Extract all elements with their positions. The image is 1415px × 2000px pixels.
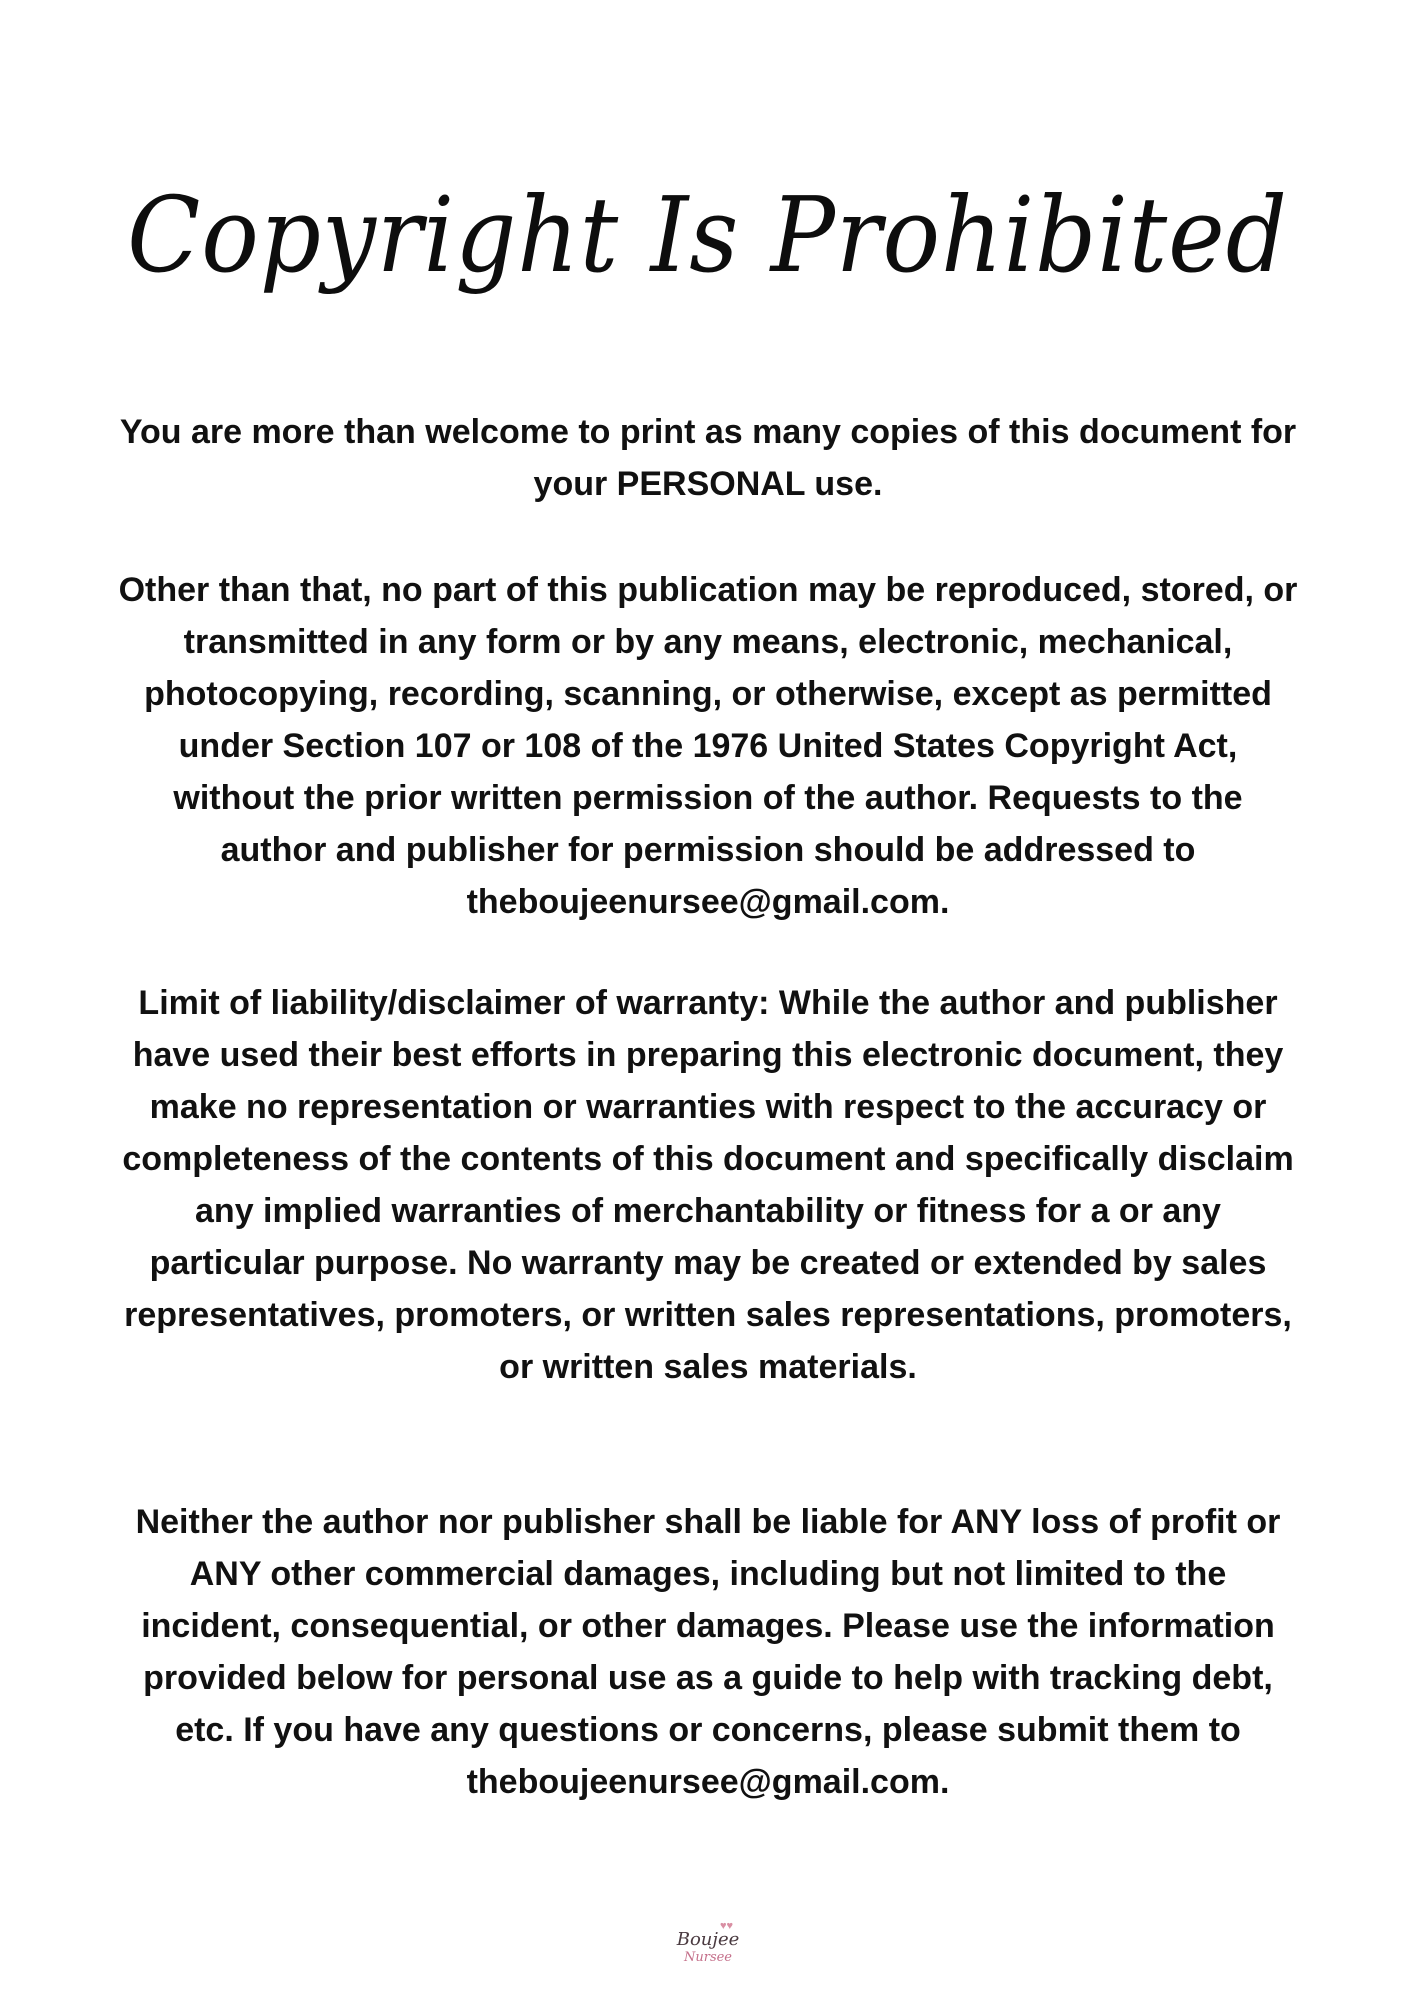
liability-disclaimer-paragraph: Limit of liability/disclaimer of warranty: While the author and publisher have used their best efforts in preparing this electronic document, they make no representation or warranties with respect to the accuracy or completeness of the contents of this document and specifically disclaim any implied warranties of merchantability or fitness for a or any particular purpose. No warranty may be created or extended by sales representatives, promoters, or written sales representations, promoters, or written sales materials. (122, 984, 1294, 1386)
logo-text-bottom: Nursee (683, 1950, 733, 1965)
damages-disclaimer-paragraph: Neither the author nor publisher shall be liable for ANY loss of profit or ANY other commercial damages, including but not limited to the incident, consequential, or other damages. Please use the information provided below for personal use as a guide to help with tracking debt, etc. If you have any questions or concerns, please submit them to theboujeenursee@gmail.com. (135, 1503, 1281, 1801)
page-title: Copyright Is Prohibited (127, 173, 1288, 296)
reproduction-restriction-paragraph: Other than that, no part of this publication may be reproduced, stored, or transmitted in any form or by any means, electronic, mechanical, photocopying, recording, scanning, or otherwise, except as permitted under Section 107 or 108 of the 1976 United States Copyright Act, without the prior written permission of the author. Requests to the author and publisher for permission should be addressed to theboujeenursee@gmail.com. (118, 571, 1298, 921)
heart-icon: ♥♥ (720, 1920, 734, 1932)
brand-logo (672, 1920, 744, 1984)
personal-use-paragraph: You are more than welcome to print as many copies of this document for your PERSONAL use. (119, 413, 1297, 503)
logo-text-top: Boujee (676, 1929, 740, 1950)
